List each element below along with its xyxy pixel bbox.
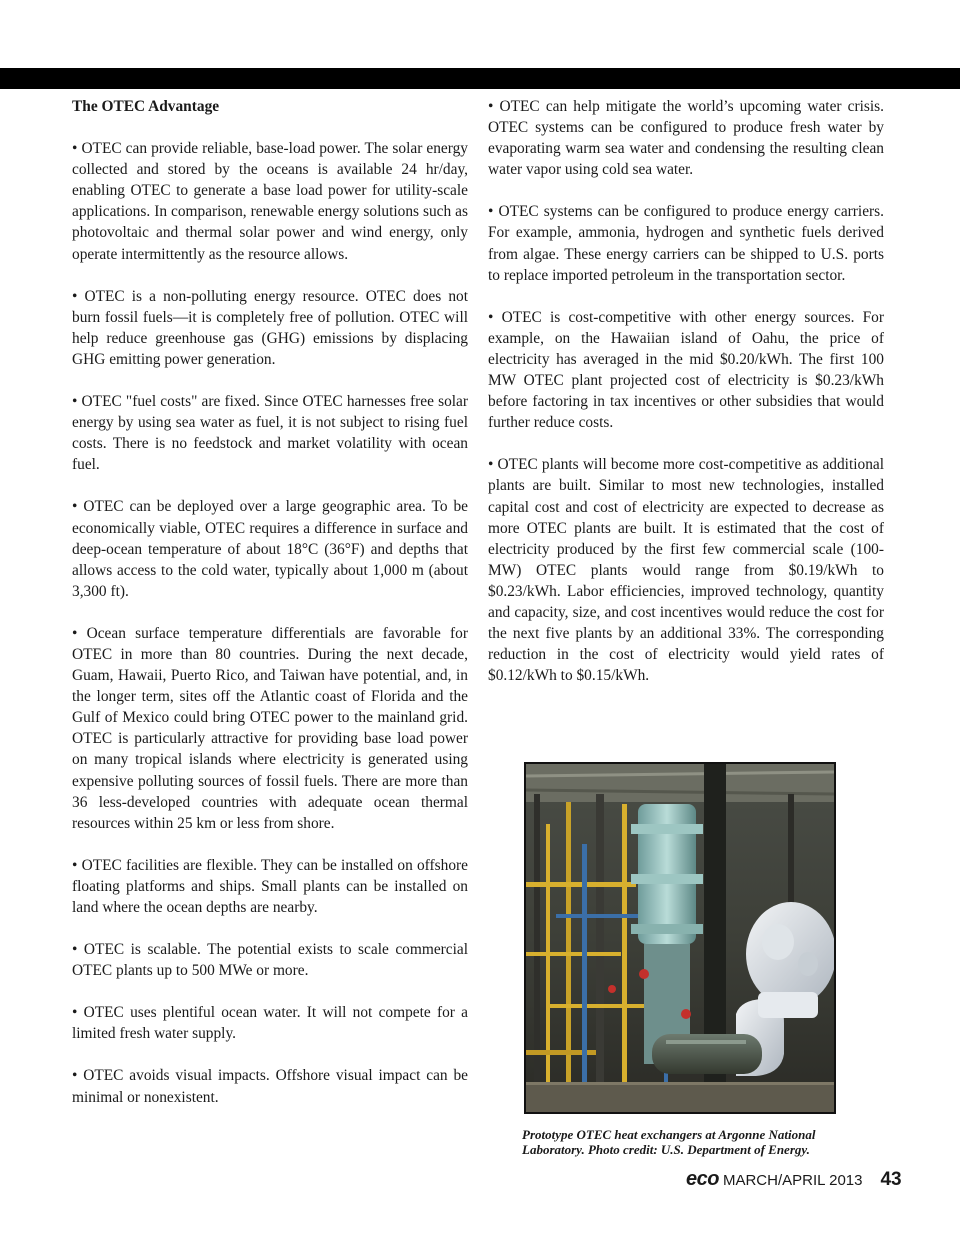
paragraph: • OTEC avoids visual impacts. Offshore visual impact can be minimal or nonexistent. xyxy=(72,1067,468,1106)
paragraph: • OTEC can provide reliable, base-load power. The solar energy collected and stored by the oceans is available 24 hr/day, enabling OTEC to generate a base load power for utility-scale applications. In comparison, renewable energy solutions such as photovoltaic and thermal solar power and wind energy, only operate intermittently as the resource allows. xyxy=(72,140,468,263)
heat-exchanger-photo xyxy=(524,762,836,1114)
section-heading: The OTEC Advantage xyxy=(72,98,220,115)
photo-caption: Prototype OTEC heat exchangers at Argonne National Laboratory. Photo credit: U.S. Department of Energy. xyxy=(522,1127,816,1157)
paragraph: • OTEC "fuel costs" are fixed. Since OTEC harnesses free solar energy by using sea water as fuel, it is not subject to rising fuel costs. There is no feedstock and market volatility with ocean fuel. xyxy=(72,393,468,474)
right-column xyxy=(488,96,884,707)
magazine-logo: eco xyxy=(686,1168,719,1190)
paragraph: • OTEC is cost-competitive with other energy sources. For example, on the Hawaiian island of Oahu, the price of electricity has averaged in the mid $0.20/kWh. The first 100 MW OTEC plant projected cost of electricity is $0.23/kWh before factoring in tax incentives or other subsidies that would further reduce costs. xyxy=(488,308,884,432)
issue-date: MARCH/APRIL 2013 xyxy=(722,1172,863,1189)
page-number: 43 xyxy=(880,1169,902,1190)
paragraph: • OTEC can be deployed over a large geographic area. To be economically viable, OTEC requires a difference in surface and deep-ocean temperature of about 18°C (36°F) and depths that allows access to the cold water, typically about 1,000 m (about 3,300 ft). xyxy=(72,498,468,600)
top-rule-bar xyxy=(0,68,960,89)
page-footer xyxy=(686,1168,902,1192)
paragraph: • OTEC uses plentiful ocean water. It will not compete for a limited fresh water supply. xyxy=(72,1004,468,1043)
paragraph: • OTEC can help mitigate the world’s upcoming water crisis. OTEC systems can be configured to produce fresh water by evaporating warm sea water and condensing the resulting clean water vapor using cold sea water. xyxy=(488,98,884,179)
paragraph: • OTEC is a non-polluting energy resource. OTEC does not burn fossil fuels—it is completely free of pollution. OTEC will help reduce greenhouse gas (GHG) emissions by displacing GHG emitting power generation. xyxy=(72,287,468,368)
paragraph: • OTEC is scalable. The potential exists to scale commercial OTEC plants up to 500 MWe or more. xyxy=(72,941,468,980)
paragraph: • Ocean surface temperature differentials are favorable for OTEC in more than 80 countries. During the next decade, Guam, Hawaii, Puerto Rico, and Taiwan have potential, and, in the longer term, sites off the Atlantic coast of Florida and the Gulf of Mexico could bring OTEC power to the mainland grid. OTEC is particularly attractive for providing base load power on many tropical islands where electricity is generated using expensive polluting sources of fossil fuels. There are more than 36 less-developed countries with adequate ocean thermal resources within 25 km or less from shore. xyxy=(72,624,468,832)
left-column xyxy=(72,96,468,1129)
paragraph: • OTEC plants will become more cost-competitive as additional plants are built. Similar to most new technologies, installed capital cost and cost of electricity are expected to decrease as more OTEC plants are built. It is estimated that the cost of electricity produced by the first few commercial scale (100-MW) OTEC plants would range from $0.19/kWh to $0.23/kWh. Labor efficiencies, improved technology, quantity and capacity, size, and cost incentives would reduce the cost for the next five plants by an additional 33%. The corresponding reduction in the cost of electricity would yield rates of $0.12/kWh to $0.15/kWh. xyxy=(488,456,884,685)
paragraph: • OTEC facilities are flexible. They can be installed on offshore floating platforms and ships. Small plants can be installed on land where the ocean depths are nearby. xyxy=(72,856,468,916)
paragraph: • OTEC systems can be configured to produce energy carriers. For example, ammonia, hydrogen and synthetic fuels derived from algae. These energy carriers can be shipped to U.S. ports to replace imported petroleum in the transportation sector. xyxy=(488,203,884,284)
